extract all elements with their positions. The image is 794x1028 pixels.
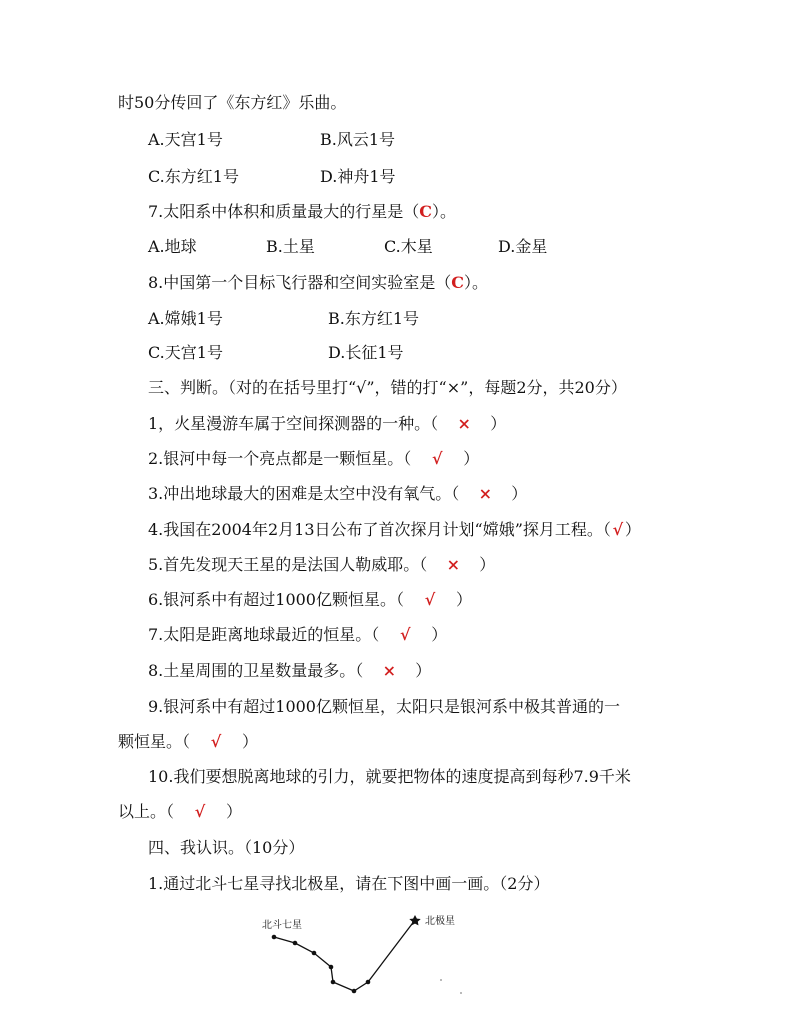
judgment-item-2 <box>148 448 479 470</box>
question-7-answer: C <box>419 202 433 221</box>
section-3-title: 三、判断。（对的在括号里打“√”，错的打“×”，每题2分，共20分） <box>148 378 627 397</box>
question-7-stem-end: ）。 <box>432 202 457 221</box>
option-c: C.木星 <box>384 237 433 256</box>
question-6-continued: 时50分传回了《东方红》乐曲。 <box>118 93 347 112</box>
judgment-item-9-line-1: 9.银河系中有超过1000亿颗恒星，太阳只是银河系中极其普通的一 <box>148 697 620 716</box>
wrong-mark: × <box>457 414 471 433</box>
question-4-1: 1.通过北斗七星寻找北极星，请在下图中画一画。（2分） <box>148 874 550 893</box>
judgment-item-10-line-1: 10.我们要想脱离地球的引力，就要把物体的速度提高到每秒7.9千米 <box>148 767 631 786</box>
judgment-item-5 <box>148 554 495 576</box>
star-dot <box>293 941 298 946</box>
check-mark: √ <box>194 802 206 821</box>
check-mark: √ <box>424 590 436 609</box>
judgment-close: ） <box>456 590 473 609</box>
option-b: B.风云1号 <box>320 130 396 149</box>
judgment-text: 2.银河中每一个亮点都是一颗恒星。（ <box>148 449 412 468</box>
judgment-close: ） <box>431 625 448 644</box>
judgment-close: ） <box>415 661 432 680</box>
judgment-text: 5.首先发现天王星的是法国人勒威耶。（ <box>148 555 428 574</box>
judgment-text: 6.银河系中有超过1000亿颗恒星。（ <box>148 590 404 609</box>
judgment-item-4 <box>148 519 641 541</box>
star-dot <box>312 951 317 956</box>
question-7-stem: 7.太阳系中体积和质量最大的行星是（ <box>148 202 420 221</box>
star-dot <box>329 965 334 970</box>
option-c: C.东方红1号 <box>148 167 239 186</box>
option-d: D.长征1号 <box>328 343 404 362</box>
judgment-text: 以上。（ <box>118 802 175 821</box>
judgment-item-8 <box>148 660 431 682</box>
star-dot <box>331 980 336 985</box>
judgment-text: 颗恒星。（ <box>118 732 191 751</box>
judgment-close: ） <box>511 484 528 503</box>
judgment-item-3 <box>148 483 527 505</box>
option-a: A.嫦娥1号 <box>148 309 223 328</box>
judgment-close: ） <box>624 520 641 539</box>
judgment-item-7 <box>148 624 447 646</box>
judgment-item-1 <box>148 413 506 435</box>
judgment-text: 7.太阳是距离地球最近的恒星。（ <box>148 625 380 644</box>
check-mark: √ <box>210 732 222 751</box>
wrong-mark: × <box>478 484 492 503</box>
check-mark: √ <box>612 520 624 539</box>
judgment-close: ） <box>490 414 507 433</box>
judgment-close: ） <box>242 732 259 751</box>
question-8 <box>148 272 488 294</box>
question-8-answer: C <box>451 273 465 292</box>
judgment-close: ） <box>463 449 480 468</box>
big-dipper-figure <box>0 898 794 1028</box>
check-mark: √ <box>432 449 443 468</box>
faint-dot <box>460 992 462 994</box>
star-dot <box>352 989 357 994</box>
judgment-text: 3.冲出地球最大的困难是太空中没有氧气。（ <box>148 484 460 503</box>
option-a: A.天宫1号 <box>148 130 223 149</box>
question-7 <box>148 201 456 223</box>
judgment-item-9-line-2 <box>118 731 258 753</box>
question-8-stem-end: ）。 <box>464 273 489 292</box>
star-dot <box>366 980 371 985</box>
judgment-close: ） <box>479 555 496 574</box>
judgment-close: ） <box>226 802 243 821</box>
option-b: B.东方红1号 <box>328 309 420 328</box>
wrong-mark: × <box>446 555 460 574</box>
judgment-item-6 <box>148 589 472 611</box>
judgment-item-10-line-2 <box>118 801 242 823</box>
option-a: A.地球 <box>148 237 197 256</box>
judgment-text: 1，火星漫游车属于空间探测器的一种。（ <box>148 414 439 433</box>
star-dot <box>272 935 277 940</box>
judgment-text: 4.我国在2004年2月13日公布了首次探月计划“嫦娥”探月工程。（ <box>148 520 611 539</box>
big-dipper-label: 北斗七星 <box>262 920 302 931</box>
option-c: C.天宫1号 <box>148 343 223 362</box>
wrong-mark: × <box>382 661 396 680</box>
question-8-stem: 8.中国第一个目标飞行器和空间实验室是（ <box>148 273 452 292</box>
check-mark: √ <box>400 625 411 644</box>
option-d: D.神舟1号 <box>320 167 396 186</box>
option-b: B.土星 <box>266 237 315 256</box>
judgment-text: 8.土星周围的卫星数量最多。（ <box>148 661 364 680</box>
faint-dot <box>440 979 442 981</box>
polaris-label: 北极星 <box>425 916 455 927</box>
polaris-star-icon <box>409 915 420 925</box>
option-d: D.金星 <box>498 237 548 256</box>
section-4-title: 四、我认识。（10分） <box>148 838 305 857</box>
